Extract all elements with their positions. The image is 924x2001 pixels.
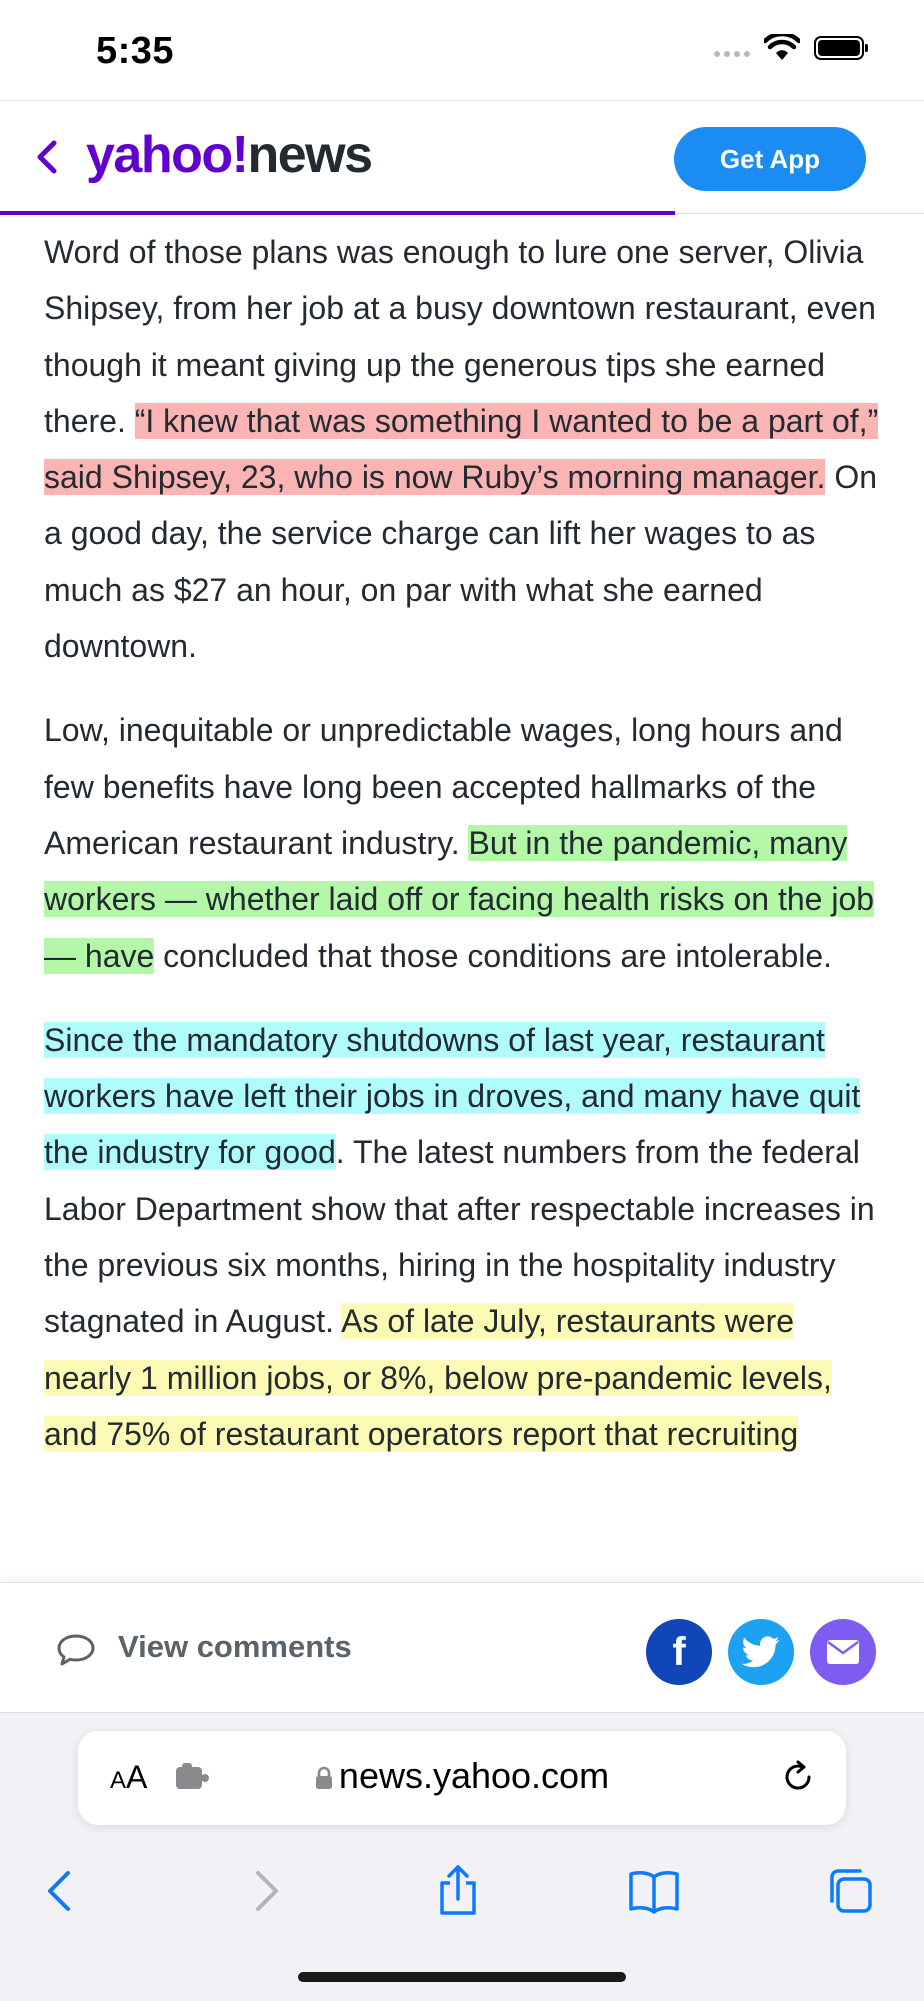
app-header <box>0 100 924 214</box>
status-time: 5:35 <box>96 30 175 72</box>
browser-bottom-bar <box>0 1712 924 2001</box>
back-icon[interactable] <box>34 1863 90 1919</box>
aa-large: A <box>126 1759 148 1795</box>
view-comments-link[interactable]: View comments <box>118 1629 352 1664</box>
twitter-bird-icon <box>742 1636 780 1668</box>
paragraph-text: Word of those plans was enough to lure one server, Olivia Shipsey, from her job at a busy downtown restaurant, even though it meant giving up the generous tips she earned there. <box>44 234 876 439</box>
home-indicator[interactable] <box>298 1972 626 1982</box>
facebook-share-button[interactable] <box>646 1619 712 1685</box>
highlighted-text-yellow[interactable]: As of late July, restaurants were nearly 1 million jobs, or 8%, below pre-pandemic levels, and 75% of restaurant operators report that recruiting <box>44 1303 832 1452</box>
highlighted-text-red[interactable]: “I knew that was something I wanted to be a part of,” said Shipsey, 23, who is now Ruby’s morning manager. <box>44 402 879 496</box>
browser-toolbar <box>0 1851 924 1931</box>
aa-small: A <box>110 1767 127 1794</box>
status-bar <box>0 0 924 100</box>
envelope-icon <box>826 1639 860 1665</box>
article-paragraph-1 <box>44 224 884 674</box>
back-chevron-icon[interactable] <box>30 139 66 175</box>
get-app-button[interactable]: Get App <box>674 127 866 191</box>
share-bar <box>0 1582 924 1713</box>
bookmarks-icon[interactable] <box>626 1863 682 1919</box>
forward-icon[interactable] <box>236 1863 292 1919</box>
yahoo-news-logo[interactable] <box>86 125 372 185</box>
battery-icon <box>814 36 864 60</box>
wifi-icon <box>764 34 800 62</box>
cellular-signal-icon <box>714 51 750 57</box>
reading-progress-bar <box>0 211 675 215</box>
logo-news: news <box>247 126 372 184</box>
twitter-share-button[interactable] <box>728 1619 794 1685</box>
tabs-icon[interactable] <box>822 1863 878 1919</box>
url-text: news.yahoo.com <box>338 1755 610 1796</box>
url-display[interactable] <box>78 1755 846 1797</box>
comment-bubble-icon[interactable] <box>56 1633 96 1667</box>
lock-icon <box>315 1766 333 1790</box>
highlighted-text-cyan[interactable]: Since the mandatory shutdowns of last year, restaurant workers have left their jobs in droves, and many have quit the industry for good <box>44 1021 861 1171</box>
reload-icon[interactable] <box>778 1757 818 1797</box>
paragraph-text: . The latest numbers from the federal Labor Department show that after respectable increases in the previous six months, hiring in the hospitality industry stagnated in August. <box>44 1134 875 1340</box>
highlighted-text-green[interactable]: But in the pandemic, many workers — whether laid off or facing health risks on the job — have <box>44 824 875 974</box>
email-share-button[interactable] <box>810 1619 876 1685</box>
paragraph-text: Low, inequitable or unpredictable wages, long hours and few benefits have long been accepted hallmarks of the American restaurant industry. <box>44 712 843 861</box>
paragraph-text: concluded that those conditions are intolerable. <box>154 937 833 974</box>
facebook-icon: f <box>672 1629 686 1674</box>
article-paragraph-3 <box>44 1012 884 1462</box>
logo-yahoo: yahoo! <box>86 126 248 184</box>
article-body <box>44 224 884 1490</box>
address-bar[interactable] <box>78 1731 846 1825</box>
paragraph-text: On a good day, the service charge can lift her wages to as much as $27 an hour, on par with what she earned downtown. <box>44 459 878 665</box>
share-icon[interactable] <box>430 1863 486 1919</box>
article-paragraph-2 <box>44 702 884 983</box>
status-icons <box>714 34 864 62</box>
